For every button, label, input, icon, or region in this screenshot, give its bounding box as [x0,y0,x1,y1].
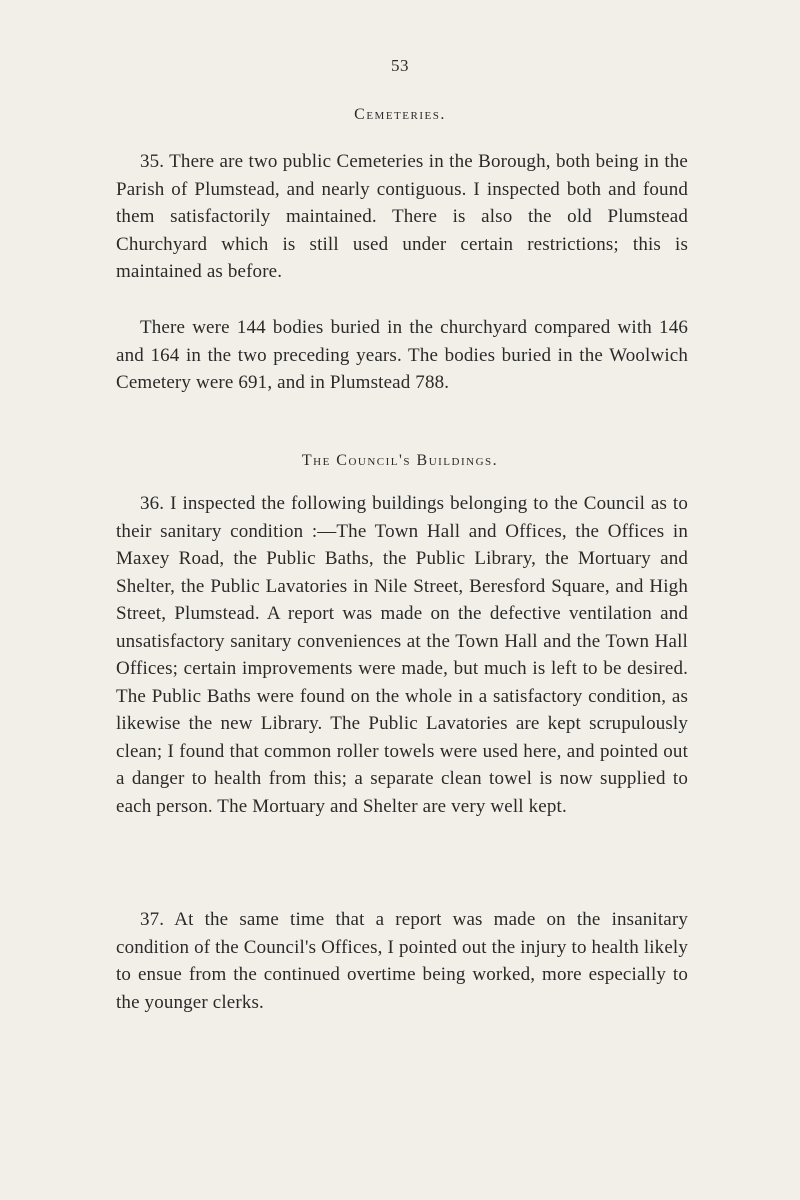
page-number: 53 [391,56,409,75]
section-heading-councils-buildings: The Council's Buildings. [301,452,499,469]
paragraph-36-buildings-inspection: 36. I inspected the following buildings belonging to the Council as to their sanitary condition :—The Town Hall and Offices, the Offices in Maxey Road, the Public Baths, the Public Library, the Mortuary and Shelter, the Public Lavatories in Nile Street, Beresford Square, and High Street, Plumstead. A report was made on the defective ventilation and unsatisfactory sanitary conveniences at the Town Hall and the Town Hall Offices; certain improvements were made, but much is left to be desired. The Public Baths were found on the whole in a satisfactory condition, as likewise the new Library. The Public Lavatories are kept scrupulously clean; I found that common roller towels were used here, and pointed out a danger to health from this; a separate clean towel is now supplied to each person. The Mortuary and Shelter are very well kept. [116,493,688,817]
paragraph-37-overtime-report: 37. At the same time that a report was made on the insanitary condition of the Council's Offices, I pointed out the injury to health likely to ensue from the continued overtime being worked, more especially to the younger clerks. [116,909,688,1013]
section-heading-cemeteries: Cemeteries. [354,106,446,123]
paragraph-burial-counts: There were 144 bodies buried in the churchyard compared with 146 and 164 in the two preceding years. The bodies buried in the Woolwich Cemetery were 691, and in Plumstead 788. [116,317,688,393]
paragraph-35-cemeteries: 35. There are two public Cemeteries in the Borough, both being in the Parish of Plumstead, and nearly contiguous. I inspected both and found them satisfactorily maintained. There is also the old Plumstead Churchyard which is still used under certain restrictions; this is maintained as before. [116,151,688,282]
